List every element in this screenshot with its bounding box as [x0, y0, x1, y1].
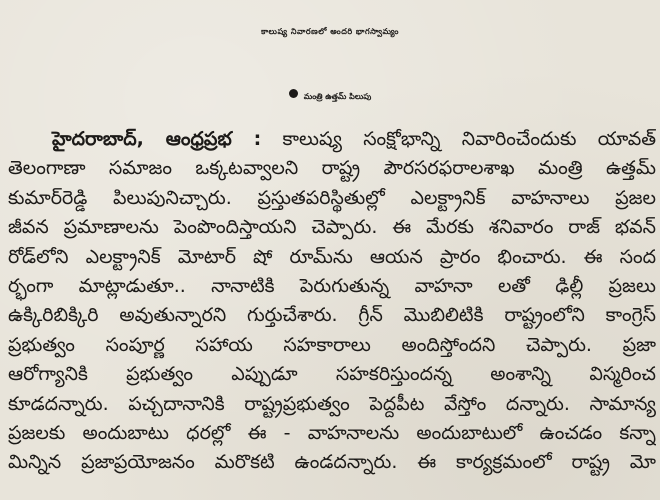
article-line: ఉక్కిరిబిక్కిరి అవుతున్నారని గుర్తుచేశారు. గ్రీన్ మొబిలిటికి రాష్ట్రంలోని కాంగ్రెస్ [8, 304, 656, 327]
dateline: హైదరాబాద్, ఆంధ్రప్రభ : [52, 128, 262, 150]
article-line: ర్భంగా మాట్లాడుతూ.. నానాటికి పెరుగుతున్న వాహనా లతో ఢిల్లీ ప్రజలు [8, 274, 656, 297]
article-line: రోడ్‌లోని ఎలక్ట్రానిక్ మోటార్ షో రూమ్‌ను ఆయన ప్రారం భించారు. ఈ సంద [8, 245, 656, 268]
article-line: కుమార్‌రెడ్డి పిలుపునిచ్చారు. ప్రస్తుతపరిస్థితుల్లో ఎలక్ట్రానిక్ వాహనాలు ప్రజల [8, 186, 656, 209]
headline: కాలుష్య నివారణలో అందరి భాగస్వామ్యం [261, 27, 399, 36]
article-line: మిన్నిన ప్రజాప్రయోజనం మరొకటి ఉండదన్నారు. ఈ కార్యక్రమంలో రాష్ట్ర మో [8, 451, 656, 474]
article-line: ప్రజలకు అందుబాటు ధరల్లో ఈ - వాహనాలను అందుబాటులో ఉంచడం కన్నా [8, 421, 656, 444]
article-line: తెలంగాణా సమాజం ఒక్కటవ్వాలని రాష్ట్ర పౌరసరఫరాలశాఖ మంత్రి ఉత్తమ్ [8, 157, 656, 180]
bullet-icon [289, 89, 298, 98]
article-line: జీవన ప్రమాణాలను పెంపొందిస్తాయని చెప్పారు. ఈ మేరకు శనివారం రాజ్ భవన్ [8, 216, 656, 239]
article-line [8, 125, 656, 154]
subheadline-text: మంత్రి ఉత్తమ్ పిలుపు [303, 92, 372, 101]
article-line: కూడదన్నారు. పచ్చదానానికి రాష్ట్రప్రభుత్వం పెద్దపీట వేస్తోం దన్నారు. సామాన్య [8, 392, 656, 415]
subheadline [0, 82, 660, 112]
article-line-text: కాలుష్య సంక్షోభాన్ని నివారించేందుకు యావత్ [282, 128, 656, 150]
article-line: ఆరోగ్యానికి ప్రభుత్వం ఎప్పుడూ సహకరిస్తుందన్న అంశాన్ని విస్మరించ [8, 363, 656, 386]
article-body [8, 125, 656, 478]
article-line: ప్రభుత్వం సంపూర్ణ సహాయ సహకారాలు అందిస్తోందని చెప్పారు. ప్రజా [8, 333, 656, 356]
